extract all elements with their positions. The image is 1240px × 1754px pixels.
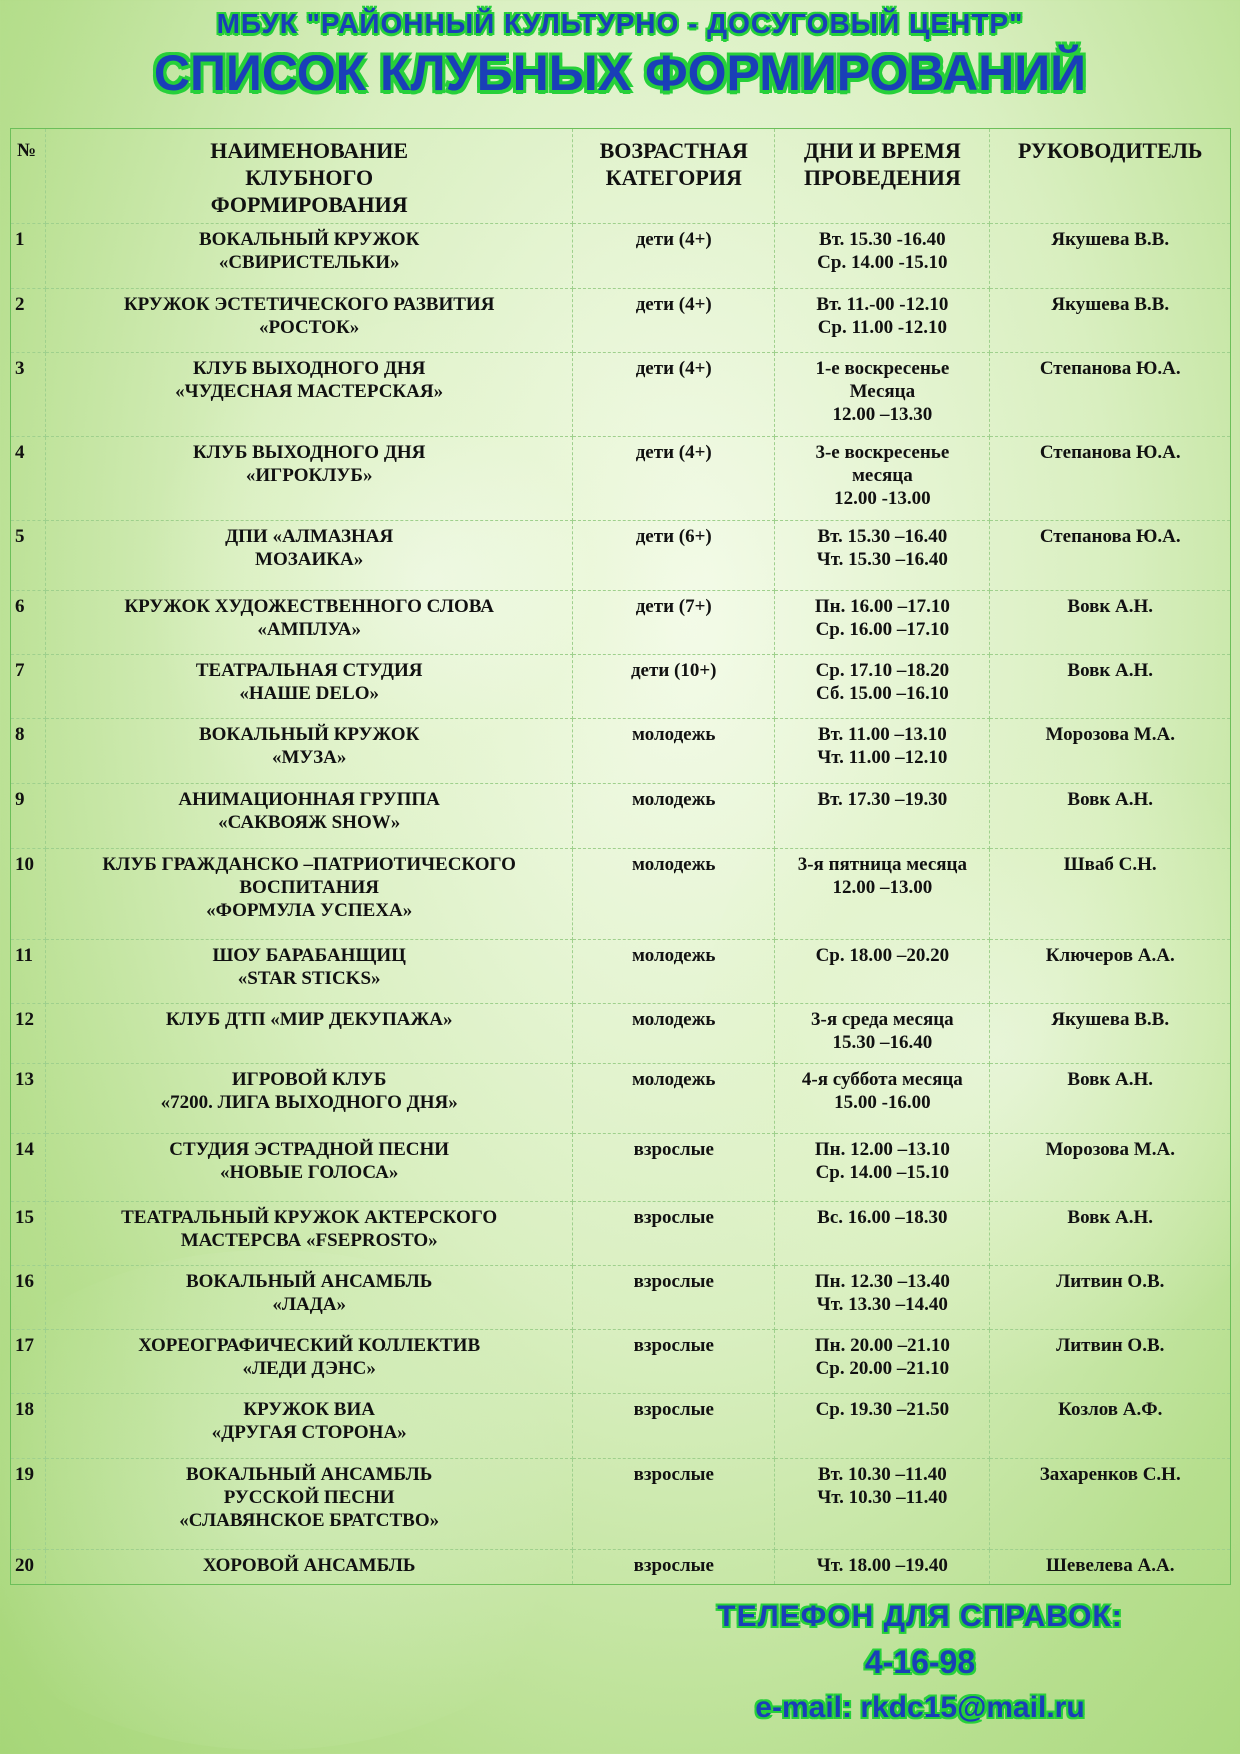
leader-name: Степанова Ю.А. bbox=[990, 353, 1231, 437]
club-name: ВОКАЛЬНЫЙ АНСАМБЛЬ РУССКОЙ ПЕСНИ «СЛАВЯНСКОЕ БРАТСТВО» bbox=[46, 1459, 573, 1550]
clubs-table bbox=[10, 128, 1231, 1585]
row-number: 1 bbox=[11, 224, 46, 289]
club-name: ДПИ «АЛМАЗНАЯ МОЗАИКА» bbox=[46, 521, 573, 591]
header-num: № bbox=[11, 129, 46, 224]
age-category: дети (6+) bbox=[573, 521, 775, 591]
schedule: Вт. 10.30 –11.40 Чт. 10.30 –11.40 bbox=[775, 1459, 990, 1550]
row-number: 9 bbox=[11, 784, 46, 849]
table-row bbox=[11, 655, 1231, 719]
age-category: взрослые bbox=[573, 1202, 775, 1266]
age-category: взрослые bbox=[573, 1459, 775, 1550]
schedule: Вт. 15.30 –16.40 Чт. 15.30 –16.40 bbox=[775, 521, 990, 591]
schedule: Чт. 18.00 –19.40 bbox=[775, 1550, 990, 1585]
age-category: взрослые bbox=[573, 1550, 775, 1585]
age-category: дети (10+) bbox=[573, 655, 775, 719]
leader-name: Козлов А.Ф. bbox=[990, 1394, 1231, 1459]
schedule: Ср. 19.30 –21.50 bbox=[775, 1394, 990, 1459]
age-category: дети (4+) bbox=[573, 224, 775, 289]
club-name: КРУЖОК ВИА «ДРУГАЯ СТОРОНА» bbox=[46, 1394, 573, 1459]
schedule: Пн. 12.30 –13.40 Чт. 13.30 –14.40 bbox=[775, 1266, 990, 1330]
table-row bbox=[11, 591, 1231, 655]
row-number: 7 bbox=[11, 655, 46, 719]
age-category: молодежь bbox=[573, 1004, 775, 1064]
row-number: 11 bbox=[11, 940, 46, 1004]
row-number: 19 bbox=[11, 1459, 46, 1550]
age-category: молодежь bbox=[573, 1064, 775, 1134]
table-row bbox=[11, 1394, 1231, 1459]
row-number: 12 bbox=[11, 1004, 46, 1064]
page-title: СПИСОК КЛУБНЫХ ФОРМИРОВАНИЙ bbox=[153, 45, 1087, 101]
schedule: Ср. 18.00 –20.20 bbox=[775, 940, 990, 1004]
age-category: взрослые bbox=[573, 1266, 775, 1330]
club-name: КЛУБ ВЫХОДНОГО ДНЯ «ИГРОКЛУБ» bbox=[46, 437, 573, 521]
row-number: 3 bbox=[11, 353, 46, 437]
leader-name: Якушева В.В. bbox=[990, 1004, 1231, 1064]
leader-name: Захаренков С.Н. bbox=[990, 1459, 1231, 1550]
table-row bbox=[11, 784, 1231, 849]
leader-name: Якушева В.В. bbox=[990, 224, 1231, 289]
header-time: ДНИ И ВРЕМЯ ПРОВЕДЕНИЯ bbox=[775, 129, 990, 224]
age-category: взрослые bbox=[573, 1330, 775, 1394]
row-number: 2 bbox=[11, 289, 46, 353]
row-number: 16 bbox=[11, 1266, 46, 1330]
table-row bbox=[11, 1202, 1231, 1266]
row-number: 4 bbox=[11, 437, 46, 521]
leader-name: Литвин О.В. bbox=[990, 1330, 1231, 1394]
club-name: ИГРОВОЙ КЛУБ «7200. ЛИГА ВЫХОДНОГО ДНЯ» bbox=[46, 1064, 573, 1134]
leader-name: Шевелева А.А. bbox=[990, 1550, 1231, 1585]
club-name: ХОРЕОГРАФИЧЕСКИЙ КОЛЛЕКТИВ «ЛЕДИ ДЭНС» bbox=[46, 1330, 573, 1394]
age-category: молодежь bbox=[573, 849, 775, 940]
schedule: Вт. 15.30 -16.40 Ср. 14.00 -15.10 bbox=[775, 224, 990, 289]
schedule: Пн. 20.00 –21.10 Ср. 20.00 –21.10 bbox=[775, 1330, 990, 1394]
club-name: АНИМАЦИОННАЯ ГРУППА «САКВОЯЖ SHOW» bbox=[46, 784, 573, 849]
table-row bbox=[11, 1004, 1231, 1064]
table-row bbox=[11, 1134, 1231, 1202]
schedule: Вт. 11.00 –13.10 Чт. 11.00 –12.10 bbox=[775, 719, 990, 784]
club-name: КЛУБ ДТП «МИР ДЕКУПАЖА» bbox=[46, 1004, 573, 1064]
schedule: Ср. 17.10 –18.20 Сб. 15.00 –16.10 bbox=[775, 655, 990, 719]
phone-label: ТЕЛЕФОН ДЛЯ СПРАВОК: bbox=[717, 1600, 1123, 1633]
leader-name: Ключеров А.А. bbox=[990, 940, 1231, 1004]
schedule: Вс. 16.00 –18.30 bbox=[775, 1202, 990, 1266]
table-row bbox=[11, 521, 1231, 591]
row-number: 20 bbox=[11, 1550, 46, 1585]
club-name: ТЕАТРАЛЬНЫЙ КРУЖОК АКТЕРСКОГО МАСТЕРСВА «FSEPROSTO» bbox=[46, 1202, 573, 1266]
age-category: молодежь bbox=[573, 719, 775, 784]
club-name: ШОУ БАРАБАНЩИЦ «STAR STICKS» bbox=[46, 940, 573, 1004]
leader-name: Морозова М.А. bbox=[990, 1134, 1231, 1202]
age-category: дети (4+) bbox=[573, 289, 775, 353]
header-age: ВОЗРАСТНАЯ КАТЕГОРИЯ bbox=[573, 129, 775, 224]
row-number: 6 bbox=[11, 591, 46, 655]
header-leader: РУКОВОДИТЕЛЬ bbox=[990, 129, 1231, 224]
leader-name: Вовк А.Н. bbox=[990, 784, 1231, 849]
club-name: ВОКАЛЬНЫЙ КРУЖОК «СВИРИСТЕЛЬКИ» bbox=[46, 224, 573, 289]
table-row bbox=[11, 719, 1231, 784]
table-row bbox=[11, 1266, 1231, 1330]
leader-name: Вовк А.Н. bbox=[990, 1064, 1231, 1134]
page-header bbox=[0, 8, 1240, 102]
schedule: 1-е воскресенье Месяца 12.00 –13.30 bbox=[775, 353, 990, 437]
club-name: КРУЖОК ЭСТЕТИЧЕСКОГО РАЗВИТИЯ «РОСТОК» bbox=[46, 289, 573, 353]
club-name: СТУДИЯ ЭСТРАДНОЙ ПЕСНИ «НОВЫЕ ГОЛОСА» bbox=[46, 1134, 573, 1202]
row-number: 8 bbox=[11, 719, 46, 784]
leader-name: Литвин О.В. bbox=[990, 1266, 1231, 1330]
phone-number: 4-16-98 bbox=[864, 1644, 976, 1680]
schedule: 3-я среда месяца 15.30 –16.40 bbox=[775, 1004, 990, 1064]
table-row bbox=[11, 1330, 1231, 1394]
schedule: Пн. 12.00 –13.10 Ср. 14.00 –15.10 bbox=[775, 1134, 990, 1202]
age-category: взрослые bbox=[573, 1394, 775, 1459]
row-number: 13 bbox=[11, 1064, 46, 1134]
age-category: молодежь bbox=[573, 784, 775, 849]
table-row bbox=[11, 1550, 1231, 1585]
age-category: дети (4+) bbox=[573, 353, 775, 437]
age-category: дети (7+) bbox=[573, 591, 775, 655]
age-category: дети (4+) bbox=[573, 437, 775, 521]
leader-name: Вовк А.Н. bbox=[990, 1202, 1231, 1266]
age-category: взрослые bbox=[573, 1134, 775, 1202]
table-row bbox=[11, 224, 1231, 289]
schedule: Пн. 16.00 –17.10 Ср. 16.00 –17.10 bbox=[775, 591, 990, 655]
schedule: Вт. 17.30 –19.30 bbox=[775, 784, 990, 849]
leader-name: Вовк А.Н. bbox=[990, 655, 1231, 719]
leader-name: Шваб С.Н. bbox=[990, 849, 1231, 940]
header-name: НАИМЕНОВАНИЕ КЛУБНОГО ФОРМИРОВАНИЯ bbox=[46, 129, 573, 224]
schedule: 3-е воскресенье месяца 12.00 -13.00 bbox=[775, 437, 990, 521]
club-name: КЛУБ ГРАЖДАНСКО –ПАТРИОТИЧЕСКОГО ВОСПИТАНИЯ «ФОРМУЛА УСПЕХА» bbox=[46, 849, 573, 940]
schedule: 3-я пятница месяца 12.00 –13.00 bbox=[775, 849, 990, 940]
table-row bbox=[11, 353, 1231, 437]
row-number: 14 bbox=[11, 1134, 46, 1202]
table-row bbox=[11, 437, 1231, 521]
club-name: ВОКАЛЬНЫЙ АНСАМБЛЬ «ЛАДА» bbox=[46, 1266, 573, 1330]
row-number: 18 bbox=[11, 1394, 46, 1459]
leader-name: Степанова Ю.А. bbox=[990, 521, 1231, 591]
leader-name: Якушева В.В. bbox=[990, 289, 1231, 353]
club-name: ХОРОВОЙ АНСАМБЛЬ bbox=[46, 1550, 573, 1585]
row-number: 17 bbox=[11, 1330, 46, 1394]
club-name: КЛУБ ВЫХОДНОГО ДНЯ «ЧУДЕСНАЯ МАСТЕРСКАЯ» bbox=[46, 353, 573, 437]
table-row bbox=[11, 940, 1231, 1004]
table-row bbox=[11, 1064, 1231, 1134]
leader-name: Вовк А.Н. bbox=[990, 591, 1231, 655]
organization-name: МБУК "РАЙОННЫЙ КУЛЬТУРНО - ДОСУГОВЫЙ ЦЕНТР" bbox=[216, 8, 1024, 39]
club-name: КРУЖОК ХУДОЖЕСТВЕННОГО СЛОВА «АМПЛУА» bbox=[46, 591, 573, 655]
leader-name: Морозова М.А. bbox=[990, 719, 1231, 784]
schedule: Вт. 11.-00 -12.10 Ср. 11.00 -12.10 bbox=[775, 289, 990, 353]
schedule: 4-я суббота месяца 15.00 -16.00 bbox=[775, 1064, 990, 1134]
table-row bbox=[11, 849, 1231, 940]
table-row bbox=[11, 289, 1231, 353]
row-number: 15 bbox=[11, 1202, 46, 1266]
row-number: 10 bbox=[11, 849, 46, 940]
club-name: ТЕАТРАЛЬНАЯ СТУДИЯ «НАШЕ DELO» bbox=[46, 655, 573, 719]
row-number: 5 bbox=[11, 521, 46, 591]
leader-name: Степанова Ю.А. bbox=[990, 437, 1231, 521]
table-header-row bbox=[11, 129, 1231, 224]
contact-block bbox=[600, 1600, 1240, 1725]
club-name: ВОКАЛЬНЫЙ КРУЖОК «МУЗА» bbox=[46, 719, 573, 784]
table-row bbox=[11, 1459, 1231, 1550]
age-category: молодежь bbox=[573, 940, 775, 1004]
email-address: e-mail: rkdc15@mail.ru bbox=[755, 1691, 1085, 1724]
